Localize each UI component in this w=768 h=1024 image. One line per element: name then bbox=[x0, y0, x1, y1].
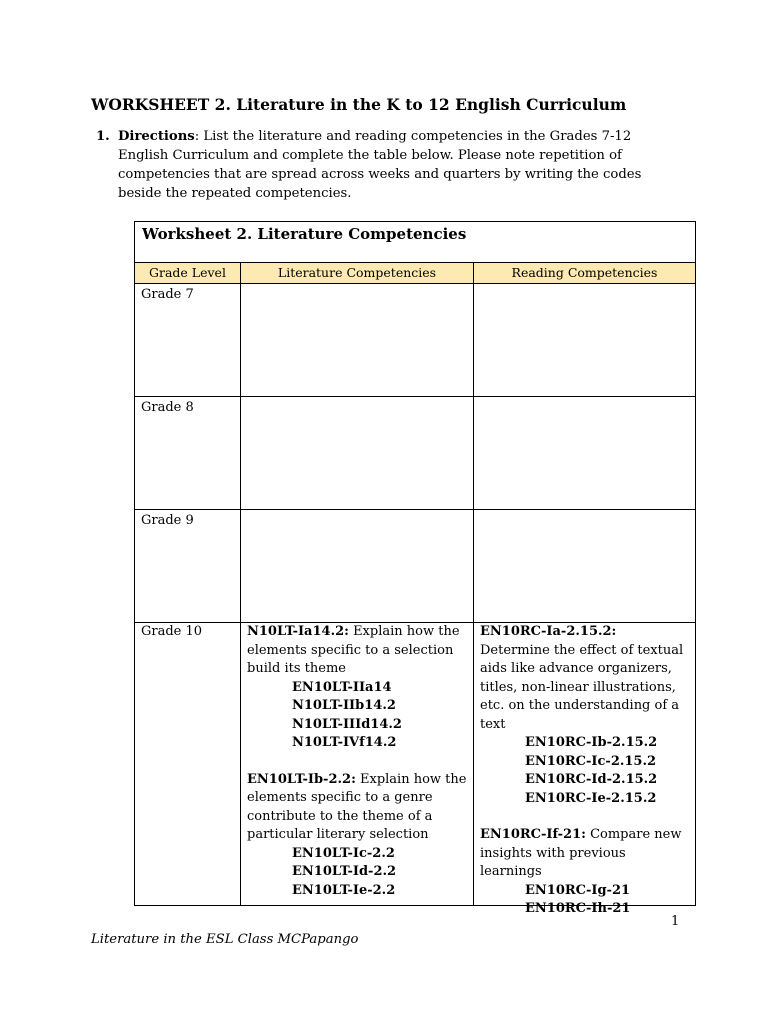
table-row-grade-9 bbox=[135, 510, 695, 623]
directions-paragraph bbox=[118, 127, 676, 203]
repeat-code: EN10RC-Ib-2.15.2 bbox=[525, 735, 658, 750]
reading-cell[interactable] bbox=[474, 510, 695, 622]
literature-cell bbox=[241, 623, 474, 905]
competency-code: EN10LT-Ib-2.2: bbox=[247, 771, 356, 787]
grade-cell: Grade 7 bbox=[135, 284, 241, 396]
grade-cell: Grade 10 bbox=[135, 623, 241, 905]
table-row-grade-10 bbox=[135, 623, 695, 916]
literature-cell[interactable] bbox=[241, 397, 474, 509]
literature-cell[interactable] bbox=[241, 510, 474, 622]
page-footer: Literature in the ESL Class MCPapango bbox=[91, 932, 359, 947]
reading-competency-2 bbox=[480, 826, 689, 882]
literature-competency-2 bbox=[247, 771, 467, 845]
competency-text: Explain how the elements specific to a genre contribute to the theme of a particular literary selection bbox=[247, 771, 467, 842]
competency-code: EN10RC-If-21: bbox=[480, 827, 586, 842]
competency-text: Compare new insights with previous learnings bbox=[480, 827, 682, 879]
spacer bbox=[247, 753, 467, 771]
competency-code: EN10RC-Ia-2.15.2: bbox=[480, 624, 617, 639]
table-row-grade-8 bbox=[135, 397, 695, 510]
list-number: 1. bbox=[96, 129, 110, 144]
table-row-grade-7 bbox=[135, 284, 695, 397]
reading-competency-1 bbox=[480, 623, 689, 734]
directions-label: Directions bbox=[118, 129, 195, 144]
table-header-row bbox=[135, 263, 695, 284]
repeat-code: EN10RC-Ig-21 bbox=[525, 882, 631, 898]
directions-item bbox=[96, 127, 676, 203]
literature-cell[interactable] bbox=[241, 284, 474, 396]
repeat-code: EN10LT-Ie-2.2 bbox=[292, 882, 396, 898]
repeat-code: N10LT-IIb14.2 bbox=[292, 698, 396, 713]
grade-cell: Grade 9 bbox=[135, 510, 241, 622]
spacer bbox=[480, 808, 689, 826]
competency-text: Explain how the elements specific to a selection build its theme bbox=[247, 624, 460, 676]
competency-code: N10LT-Ia14.2: bbox=[247, 624, 349, 639]
repeat-code: EN10LT-IIa14 bbox=[292, 679, 392, 695]
competencies-table bbox=[134, 221, 696, 916]
repeat-code: EN10LT-Ic-2.2 bbox=[292, 845, 395, 861]
competency-text: Determine the effect of textual aids like advance organizers, titles, non-linear illustrations, etc. on the understanding of a text bbox=[480, 642, 684, 732]
worksheet-title: WORKSHEET 2. Literature in the K to 12 English Curriculum bbox=[91, 95, 627, 114]
repeat-code: EN10RC-Ih-21 bbox=[525, 901, 631, 916]
reading-cell[interactable] bbox=[474, 284, 695, 396]
repeat-code: EN10RC-Id-2.15.2 bbox=[525, 772, 658, 787]
repeat-code: N10LT-IVf14.2 bbox=[292, 735, 397, 750]
column-header-literature: Literature Competencies bbox=[241, 263, 474, 283]
page-number: 1 bbox=[671, 914, 680, 929]
column-header-reading: Reading Competencies bbox=[511, 265, 658, 280]
column-header-grade-level: Grade Level bbox=[135, 263, 241, 283]
literature-competency-1 bbox=[247, 623, 467, 679]
directions-text: : List the literature and reading competencies in the Grades 7-12 English Curriculum and complete the table below. Please note repetition of competencies that are spread across weeks and quarters by writing the codes beside the repeated competencies. bbox=[118, 129, 642, 201]
reading-cell bbox=[474, 623, 695, 916]
repeat-code: EN10RC-Ie-2.15.2 bbox=[525, 790, 657, 806]
repeat-code: N10LT-IIId14.2 bbox=[292, 716, 402, 732]
table-heading: Worksheet 2. Literature Competencies bbox=[135, 222, 695, 263]
reading-cell[interactable] bbox=[474, 397, 695, 509]
repeat-code: EN10RC-Ic-2.15.2 bbox=[525, 753, 657, 769]
grade-cell: Grade 8 bbox=[135, 397, 241, 509]
repeat-code: EN10LT-Id-2.2 bbox=[292, 864, 397, 879]
